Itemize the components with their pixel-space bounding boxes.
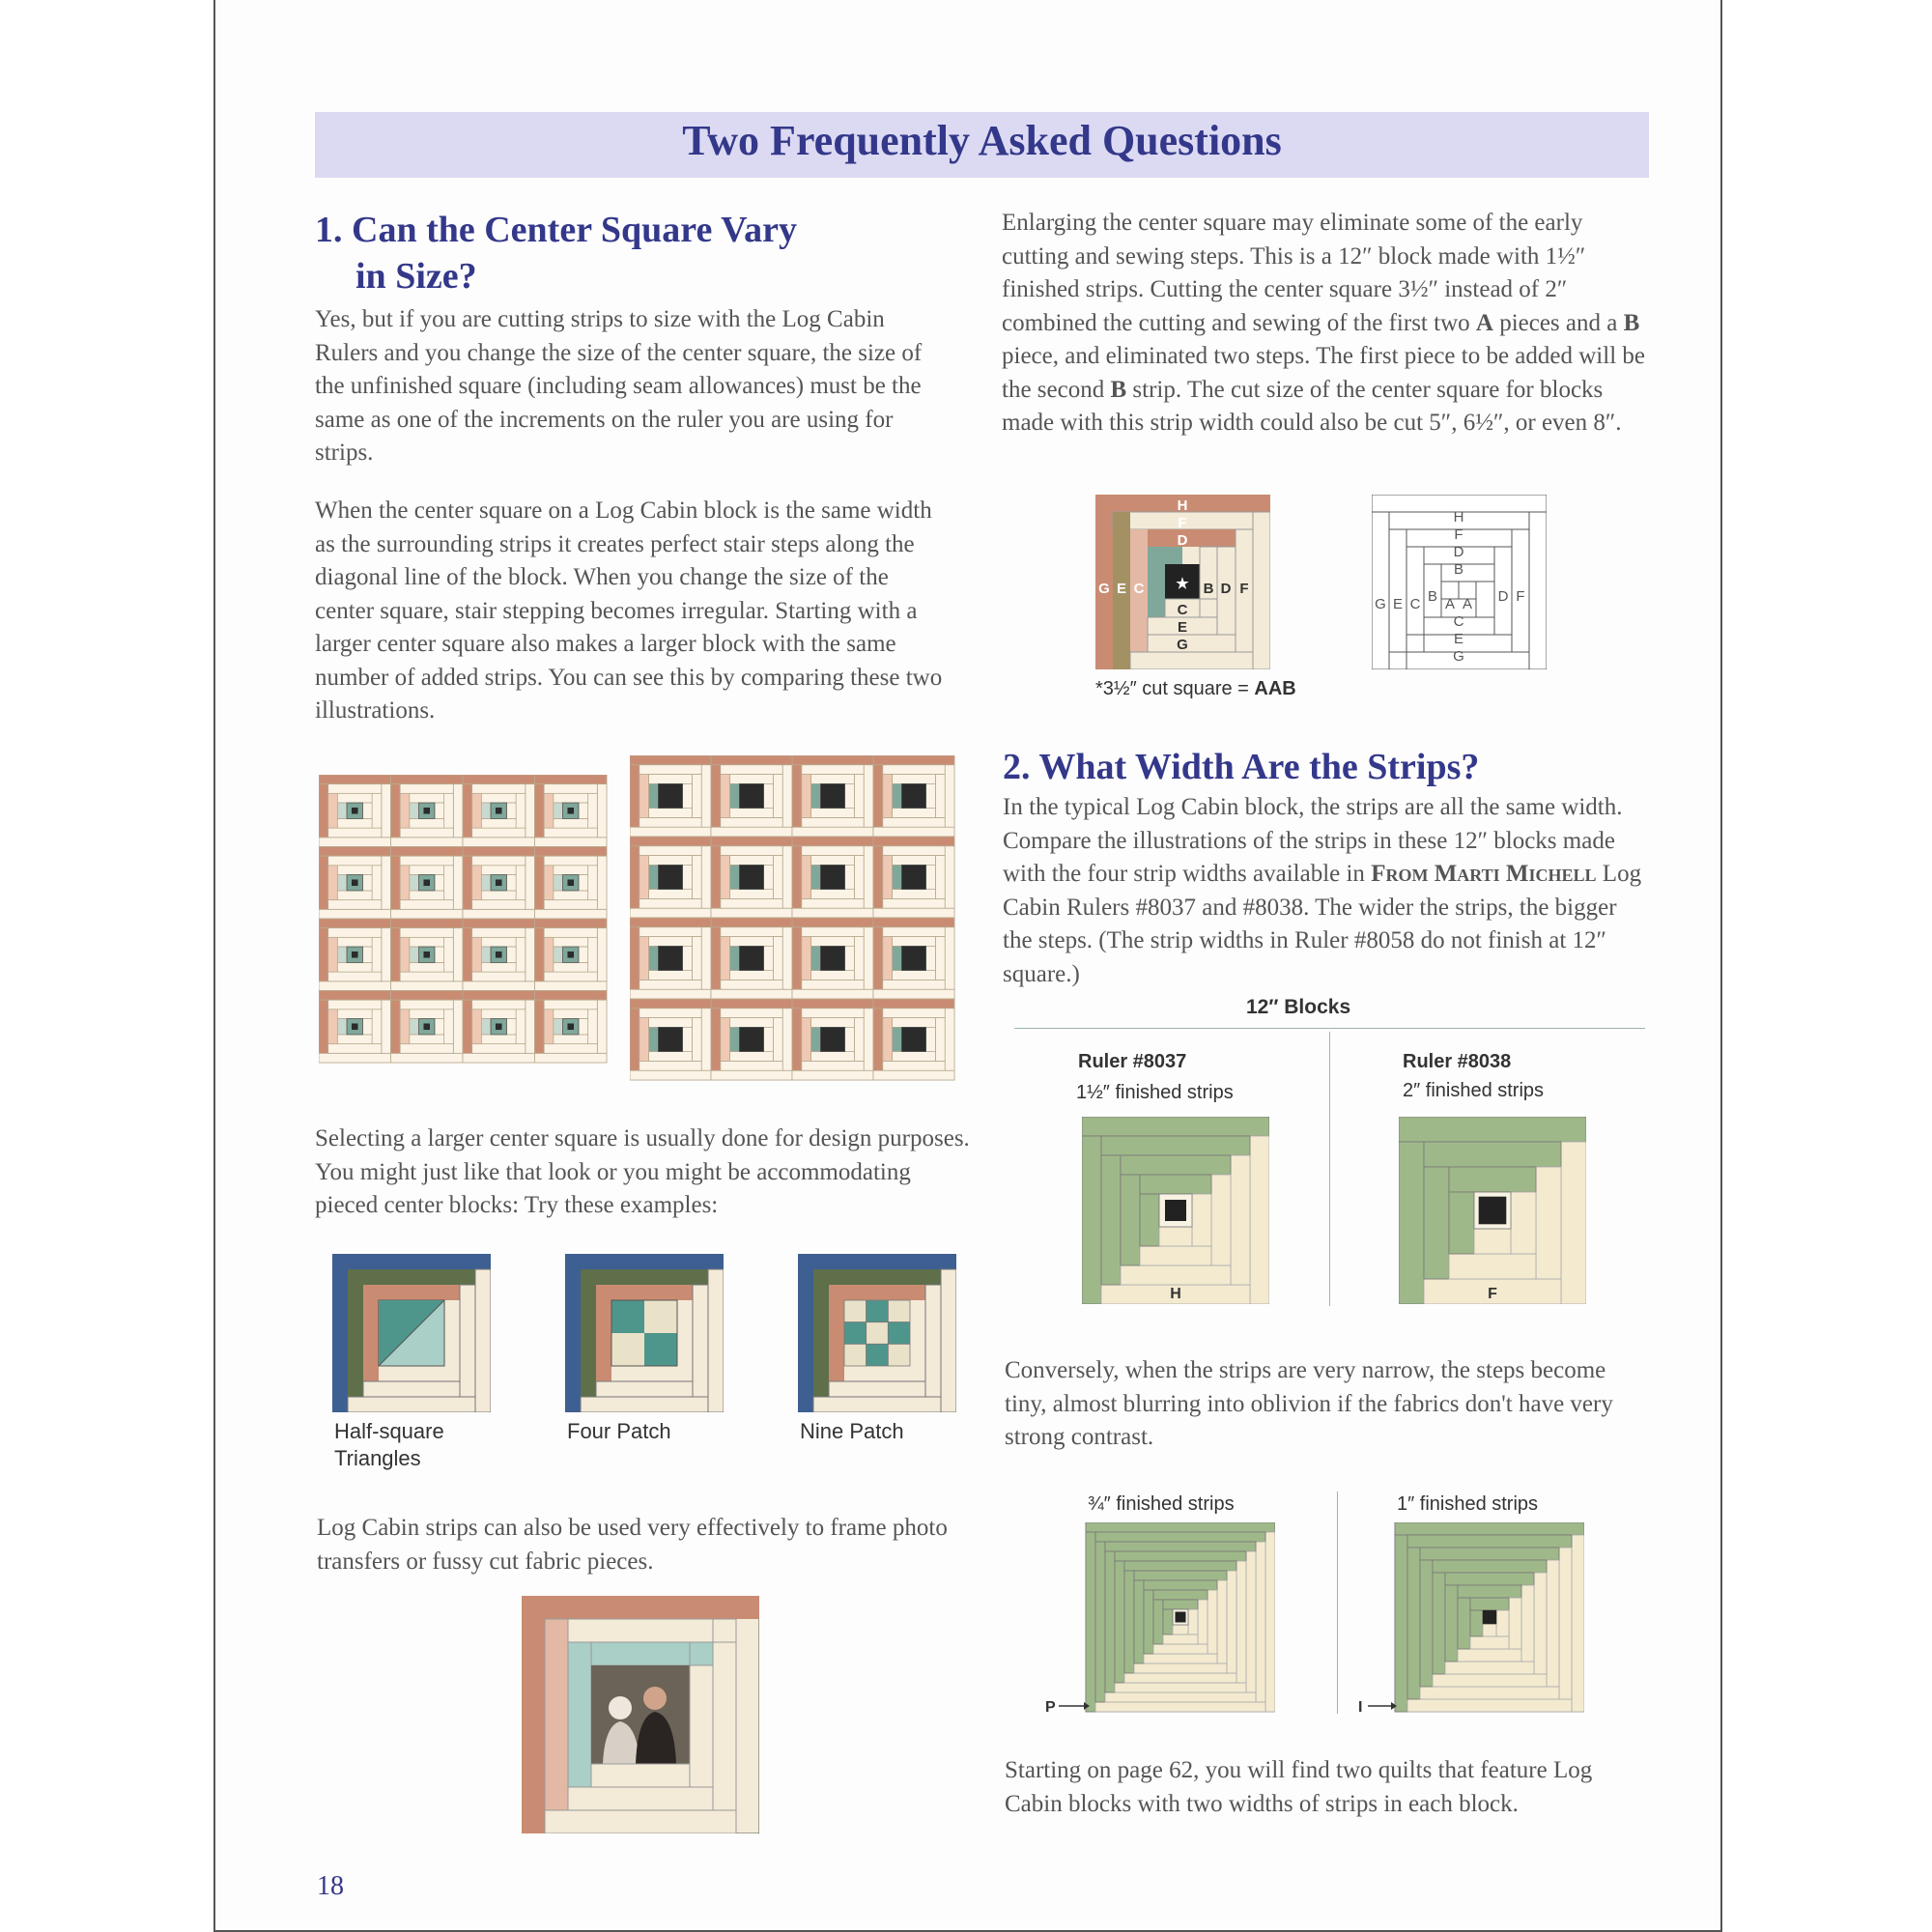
- outline-label-6: C: [1409, 596, 1421, 612]
- diagram-caption: [1095, 678, 1296, 700]
- q1-heading: [315, 207, 933, 299]
- narrow1-label: ¾″ finished strips: [1088, 1493, 1235, 1515]
- outline-label-0: H: [1453, 509, 1464, 526]
- blocks-divider-vertical: [1329, 1032, 1330, 1306]
- ruler1-letter: H: [1170, 1286, 1181, 1302]
- labeled-block-colored: [1095, 495, 1270, 669]
- q2-p1-text-a: In the typical Log Cabin block, the strips are all the same width. Compare the illustrations of the strips in these 12″ blocks made with the four strip widths available in: [1003, 794, 1623, 887]
- photo-frame-block: [522, 1596, 759, 1833]
- outline-label-13: E: [1453, 631, 1464, 647]
- intro-bold-b: B: [1623, 309, 1640, 336]
- q2-paragraph-3: Starting on page 62, you will find two quilts that feature Log Cabin blocks with two widths of strips in each block.: [1005, 1757, 1593, 1817]
- q1-paragraph-3: Selecting a larger center square is usually done for design purposes. You might just like that look or you might be accommodating pieced center blocks: Try these examples:: [315, 1125, 970, 1218]
- example-label-nine-patch: Nine Patch: [800, 1419, 904, 1443]
- q2-paragraph-1: [1003, 791, 1650, 991]
- narrow2-letter: I: [1358, 1699, 1363, 1716]
- outline-label-5: E: [1392, 596, 1404, 612]
- narrow-divider: [1337, 1492, 1338, 1714]
- example-label-half-square-line2: Triangles: [334, 1446, 421, 1470]
- colored-label-2: D: [1177, 532, 1188, 549]
- example-label-four-patch: Four Patch: [567, 1419, 671, 1443]
- colored-label-4: E: [1116, 581, 1127, 597]
- intro-text-a: Enlarging the center square may eliminate some of the early cutting and sewing steps. This is a 12″ block made with 1½″ finished strips. Cutting the center square 3½″ instead of 2″ combined the cutting and sewing of the first two: [1002, 210, 1586, 336]
- outline-label-9: B: [1427, 588, 1438, 605]
- outline-label-7: A: [1444, 596, 1456, 612]
- brand-name: From Marti Michell: [1371, 861, 1597, 887]
- q2-p1-text-b: Log Cabin Rulers #8037 and #8038. The wider the strips, the bigger the steps. (The strip widths in Ruler #8058 do not finish at 12″ square.): [1003, 861, 1642, 987]
- ruler1-name: Ruler #8037: [1078, 1051, 1187, 1072]
- intro-bold-b2: B: [1110, 376, 1127, 403]
- quilt-small-center: [319, 775, 609, 1065]
- intro-bold-a: A: [1475, 309, 1493, 336]
- colored-label-1: F: [1178, 515, 1187, 531]
- four-patch-block: [565, 1254, 724, 1412]
- ruler2-name: Ruler #8038: [1403, 1051, 1512, 1072]
- intro-paragraph: [1002, 207, 1649, 440]
- caption-prefix: *3½″ cut square =: [1095, 678, 1255, 699]
- colored-label-12: G: [1177, 637, 1188, 653]
- outline-label-2: D: [1453, 544, 1464, 560]
- colored-label-11: E: [1177, 619, 1188, 636]
- example-label-half-square: [334, 1418, 527, 1472]
- ruler1-block: [1082, 1117, 1269, 1304]
- half-square-triangles-block: [332, 1254, 491, 1412]
- caption-bold: AAB: [1254, 678, 1296, 699]
- ruler1-desc: 1½″ finished strips: [1076, 1082, 1234, 1103]
- labeled-block-outline: [1372, 495, 1547, 669]
- q1-paragraph-1: Yes, but if you are cutting strips to size with the Log Cabin Rulers and you change the size of the center square, the size of the unfinished square (including seam allowances) must be the same as one of the increments on the ruler you are using for strips.: [315, 306, 923, 466]
- ruler2-desc: 2″ finished strips: [1403, 1080, 1545, 1101]
- intro-text-b: pieces and a: [1492, 309, 1624, 336]
- q1-paragraph-4: Log Cabin strips can also be used very effectively to frame photo transfers or fussy cut fabric pieces.: [317, 1515, 948, 1575]
- q2-heading: 2. What Width Are the Strips?: [1003, 747, 1480, 787]
- narrow2-label: 1″ finished strips: [1397, 1493, 1539, 1515]
- intro-text-c: piece, and eliminated two steps. The first piece to be added will be the second: [1002, 343, 1645, 403]
- intro-text-d: strip. The cut size of the center square for blocks made with this strip width could also be cut 5″, 6½″, or even 8″.: [1002, 376, 1622, 436]
- outline-label-11: F: [1516, 588, 1525, 605]
- colored-label-5: C: [1133, 581, 1145, 597]
- outline-label-10: D: [1497, 588, 1509, 605]
- q1-paragraph-2: When the center square on a Log Cabin block is the same width as the surrounding strips it creates perfect stair steps along the diagonal line of the block. When you change the size of the center square, stair stepping becomes irregular. Starting with a larger center square also makes a larger block with the same number of added strips. You can see this by comparing these two illustrations.: [315, 497, 943, 724]
- colored-label-9: F: [1239, 581, 1249, 597]
- q2-paragraph-2: Conversely, when the strips are very narrow, the steps become tiny, almost blurring into oblivion if the fabrics don't have very strong contrast.: [1005, 1357, 1613, 1450]
- blocks-heading: 12″ Blocks: [1246, 996, 1351, 1018]
- outline-label-1: F: [1454, 526, 1463, 543]
- quilt-large-center: [630, 755, 956, 1082]
- example-label-half-square-line1: Half-square: [334, 1419, 444, 1443]
- narrow1-letter: P: [1045, 1699, 1056, 1716]
- outline-label-3: B: [1453, 561, 1464, 578]
- outline-label-8: A: [1462, 596, 1473, 612]
- colored-label-3: G: [1098, 581, 1110, 597]
- q1-heading-line1: 1. Can the Center Square Vary: [315, 210, 797, 250]
- ruler2-block: [1399, 1117, 1586, 1304]
- nine-patch-block: [798, 1254, 956, 1412]
- ruler2-letter: F: [1488, 1286, 1497, 1302]
- page-number: 18: [317, 1871, 344, 1901]
- narrow2-block: [1352, 1522, 1584, 1716]
- page-title: Two Frequently Asked Questions: [682, 117, 1282, 164]
- q1-heading-line2: in Size?: [355, 256, 477, 297]
- colored-label-0: H: [1177, 497, 1188, 514]
- outline-label-4: G: [1375, 596, 1386, 612]
- colored-label-7: B: [1203, 581, 1214, 597]
- colored-label-10: C: [1177, 602, 1188, 618]
- outline-label-14: G: [1453, 648, 1464, 665]
- colored-label-8: D: [1220, 581, 1232, 597]
- outline-label-12: C: [1453, 613, 1464, 630]
- narrow1-block: [1043, 1522, 1275, 1716]
- colored-label-6: ★: [1176, 576, 1189, 592]
- blocks-divider-horizontal: [1014, 1028, 1645, 1029]
